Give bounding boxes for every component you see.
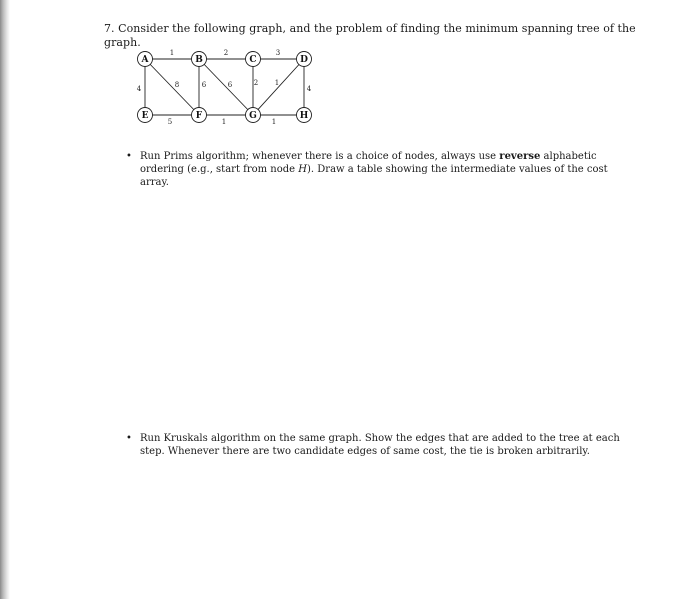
page-edge-shadow [0,0,10,599]
graph-node-label: F [195,111,203,121]
edge-weight-A-B: 1 [169,49,175,57]
graph-node-E [138,108,153,123]
edge-weight-D-G: 1 [274,79,280,87]
edge-weight-C-G: 2 [253,79,259,87]
graph-node-B [192,52,207,67]
question-heading: 7. Consider the following graph, and the problem of finding the minimum spanning tree of the graph. [104,22,636,49]
graph-node-D [297,52,312,67]
edge-D-G [253,59,304,115]
edge-weight-A-E: 4 [136,85,142,93]
graph-node-H [297,108,312,123]
graph-node-label: B [195,55,203,65]
edge-B-G [199,59,253,115]
edge-weight-F-G: 1 [221,118,227,126]
graph-node-label: H [299,111,309,121]
edge-weight-D-H: 4 [306,85,312,93]
graph-node-F [192,108,207,123]
edge-weight-A-F: 8 [174,81,180,89]
graph-node-label: E [141,111,149,121]
edge-weight-C-D: 3 [275,49,281,57]
graph-node-A [138,52,153,67]
bullet-icon: • [126,151,132,162]
edge-A-F [145,59,199,115]
graph-node-label: C [249,55,257,65]
edge-weight-B-G: 6 [227,81,233,89]
edge-weight-B-F: 6 [201,81,207,89]
graph-node-G [246,108,261,123]
kruskal-instruction-text: Run Kruskals algorithm on the same graph. Show the edges that are added to the tree at each step. Whenever there are two candidate edges of same cost, the tie is broken arbitrarily. [140,433,620,457]
prim-instruction-text: Run Prims algorithm; whenever there is a choice of nodes, always use reverse alphabetic ordering (e.g., start from node H). Draw a table showing the intermediate values of the cost array. [140,151,608,188]
edge-weight-G-H: 1 [271,118,277,126]
graph-node-C [246,52,261,67]
graph-figure [126,42,326,132]
graph-node-label: D [300,55,308,65]
edge-weight-E-F: 5 [167,118,173,126]
graph-node-label: G [249,111,257,121]
edge-weight-B-C: 2 [223,49,229,57]
graph-node-label: A [141,55,149,65]
bullet-icon: • [126,433,132,444]
